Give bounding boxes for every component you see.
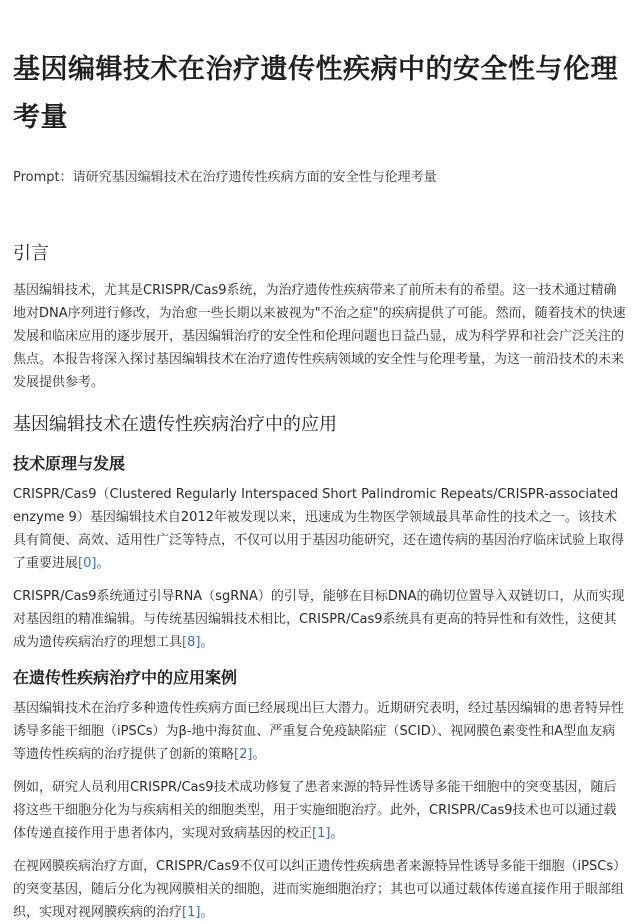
paragraph-text: 基因编辑技术在治疗多种遗传性疾病方面已经展现出巨大潜力。近期研究表明，经过基因编辑的患者特异性诱导多能干细胞（iPSCs）为β-地中海贫血、严重复合免疫缺陷症（SCID）、视网膜色素变性和A型血友病等遗传性疾病的治疗提供了创新的策略: [13, 701, 625, 762]
paragraph-text: CRISPR/Cas9系统通过引导RNA（sgRNA）的引导，能够在目标DNA的确切位置导入双链切口，从而实现对基因组的精准编辑。与传统基因编辑技术相比，CRISPR/Cas9系统具有更高的特异性和有效性，这使其成为遗传疾病治疗的理想工具: [13, 589, 625, 650]
paragraph-end: 。: [330, 826, 344, 841]
principles-paragraph-1: [13, 483, 627, 575]
citation-link[interactable]: [1]: [182, 905, 201, 920]
citation-link[interactable]: [1]: [312, 826, 331, 841]
page-title: 基因编辑技术在治疗遗传性疾病中的安全性与伦理考量: [13, 54, 618, 133]
paragraph-text: 在视网膜疾病治疗方面，CRISPR/Cas9不仅可以纠正遗传性疾病患者来源特异性诱导多能干细胞（iPSCs）的突变基因，随后分化为视网膜相关的细胞，进而实施细胞治疗；其也可以通过载体传递直接作用于眼部组织，实现对视网膜疾病的治疗: [13, 859, 627, 920]
subsection-heading-cases: 在遗传性疾病治疗中的应用案例: [13, 668, 238, 687]
intro-paragraph: 基因编辑技术，尤其是CRISPR/Cas9系统，为治疗遗传性疾病带来了前所未有的希望。这一技术通过精确地对DNA序列进行修改，为治愈一些长期以来被视为"不治之症"的疾病提供了可能。然而，随着技术的快速发展和临床应用的逐步展开，基因编辑治疗的安全性和伦理问题也日益凸显，成为科学界和社会广泛关注的焦点。本报告将深入探讨基因编辑技术在治疗遗传性疾病领域的安全性与伦理考量，为这一前沿技术的未来发展提供参考。: [13, 283, 626, 390]
citation-link[interactable]: [2]: [234, 747, 253, 762]
paragraph-end: 。: [200, 905, 214, 920]
paragraph-end: 。: [200, 635, 214, 650]
cases-paragraph-1: [13, 697, 627, 766]
subsection-heading-principles: 技术原理与发展: [13, 454, 126, 473]
citation-link[interactable]: [8]: [182, 635, 201, 650]
intro-heading: 引言: [13, 243, 49, 264]
prompt-text: Prompt：请研究基因编辑技术在治疗遗传性疾病方面的安全性与伦理考量: [13, 170, 437, 185]
section-heading: 基因编辑技术在遗传性疾病治疗中的应用: [13, 414, 337, 435]
paragraph-end: 。: [96, 556, 110, 571]
citation-link[interactable]: [0]: [78, 556, 97, 571]
principles-paragraph-2: [13, 585, 627, 654]
cases-paragraph-2: [13, 776, 627, 845]
paragraph-text: 例如，研究人员利用CRISPR/Cas9技术成功修复了患者来源的特异性诱导多能干细胞中的突变基因，随后将这些干细胞分化为与疾病相关的细胞类型，用于实施细胞治疗。此外，CRISPR/Cas9技术也可以通过载体传递直接作用于患者体内，实现对致病基因的校正: [13, 780, 617, 841]
paragraph-end: 。: [252, 747, 266, 762]
paragraph-text: CRISPR/Cas9（Clustered Regularly Interspaced Short Palindromic Repeats/CRISPR-associated enzyme 9）基因编辑技术自2012年被发现以来，迅速成为生物医学领域最具革命性的技术之一。该技术具有简便、高效、适用性广泛等特点，不仅可以用于基因功能研究，还在遗传病的基因治疗临床试验上取得了重要进展: [13, 487, 625, 571]
